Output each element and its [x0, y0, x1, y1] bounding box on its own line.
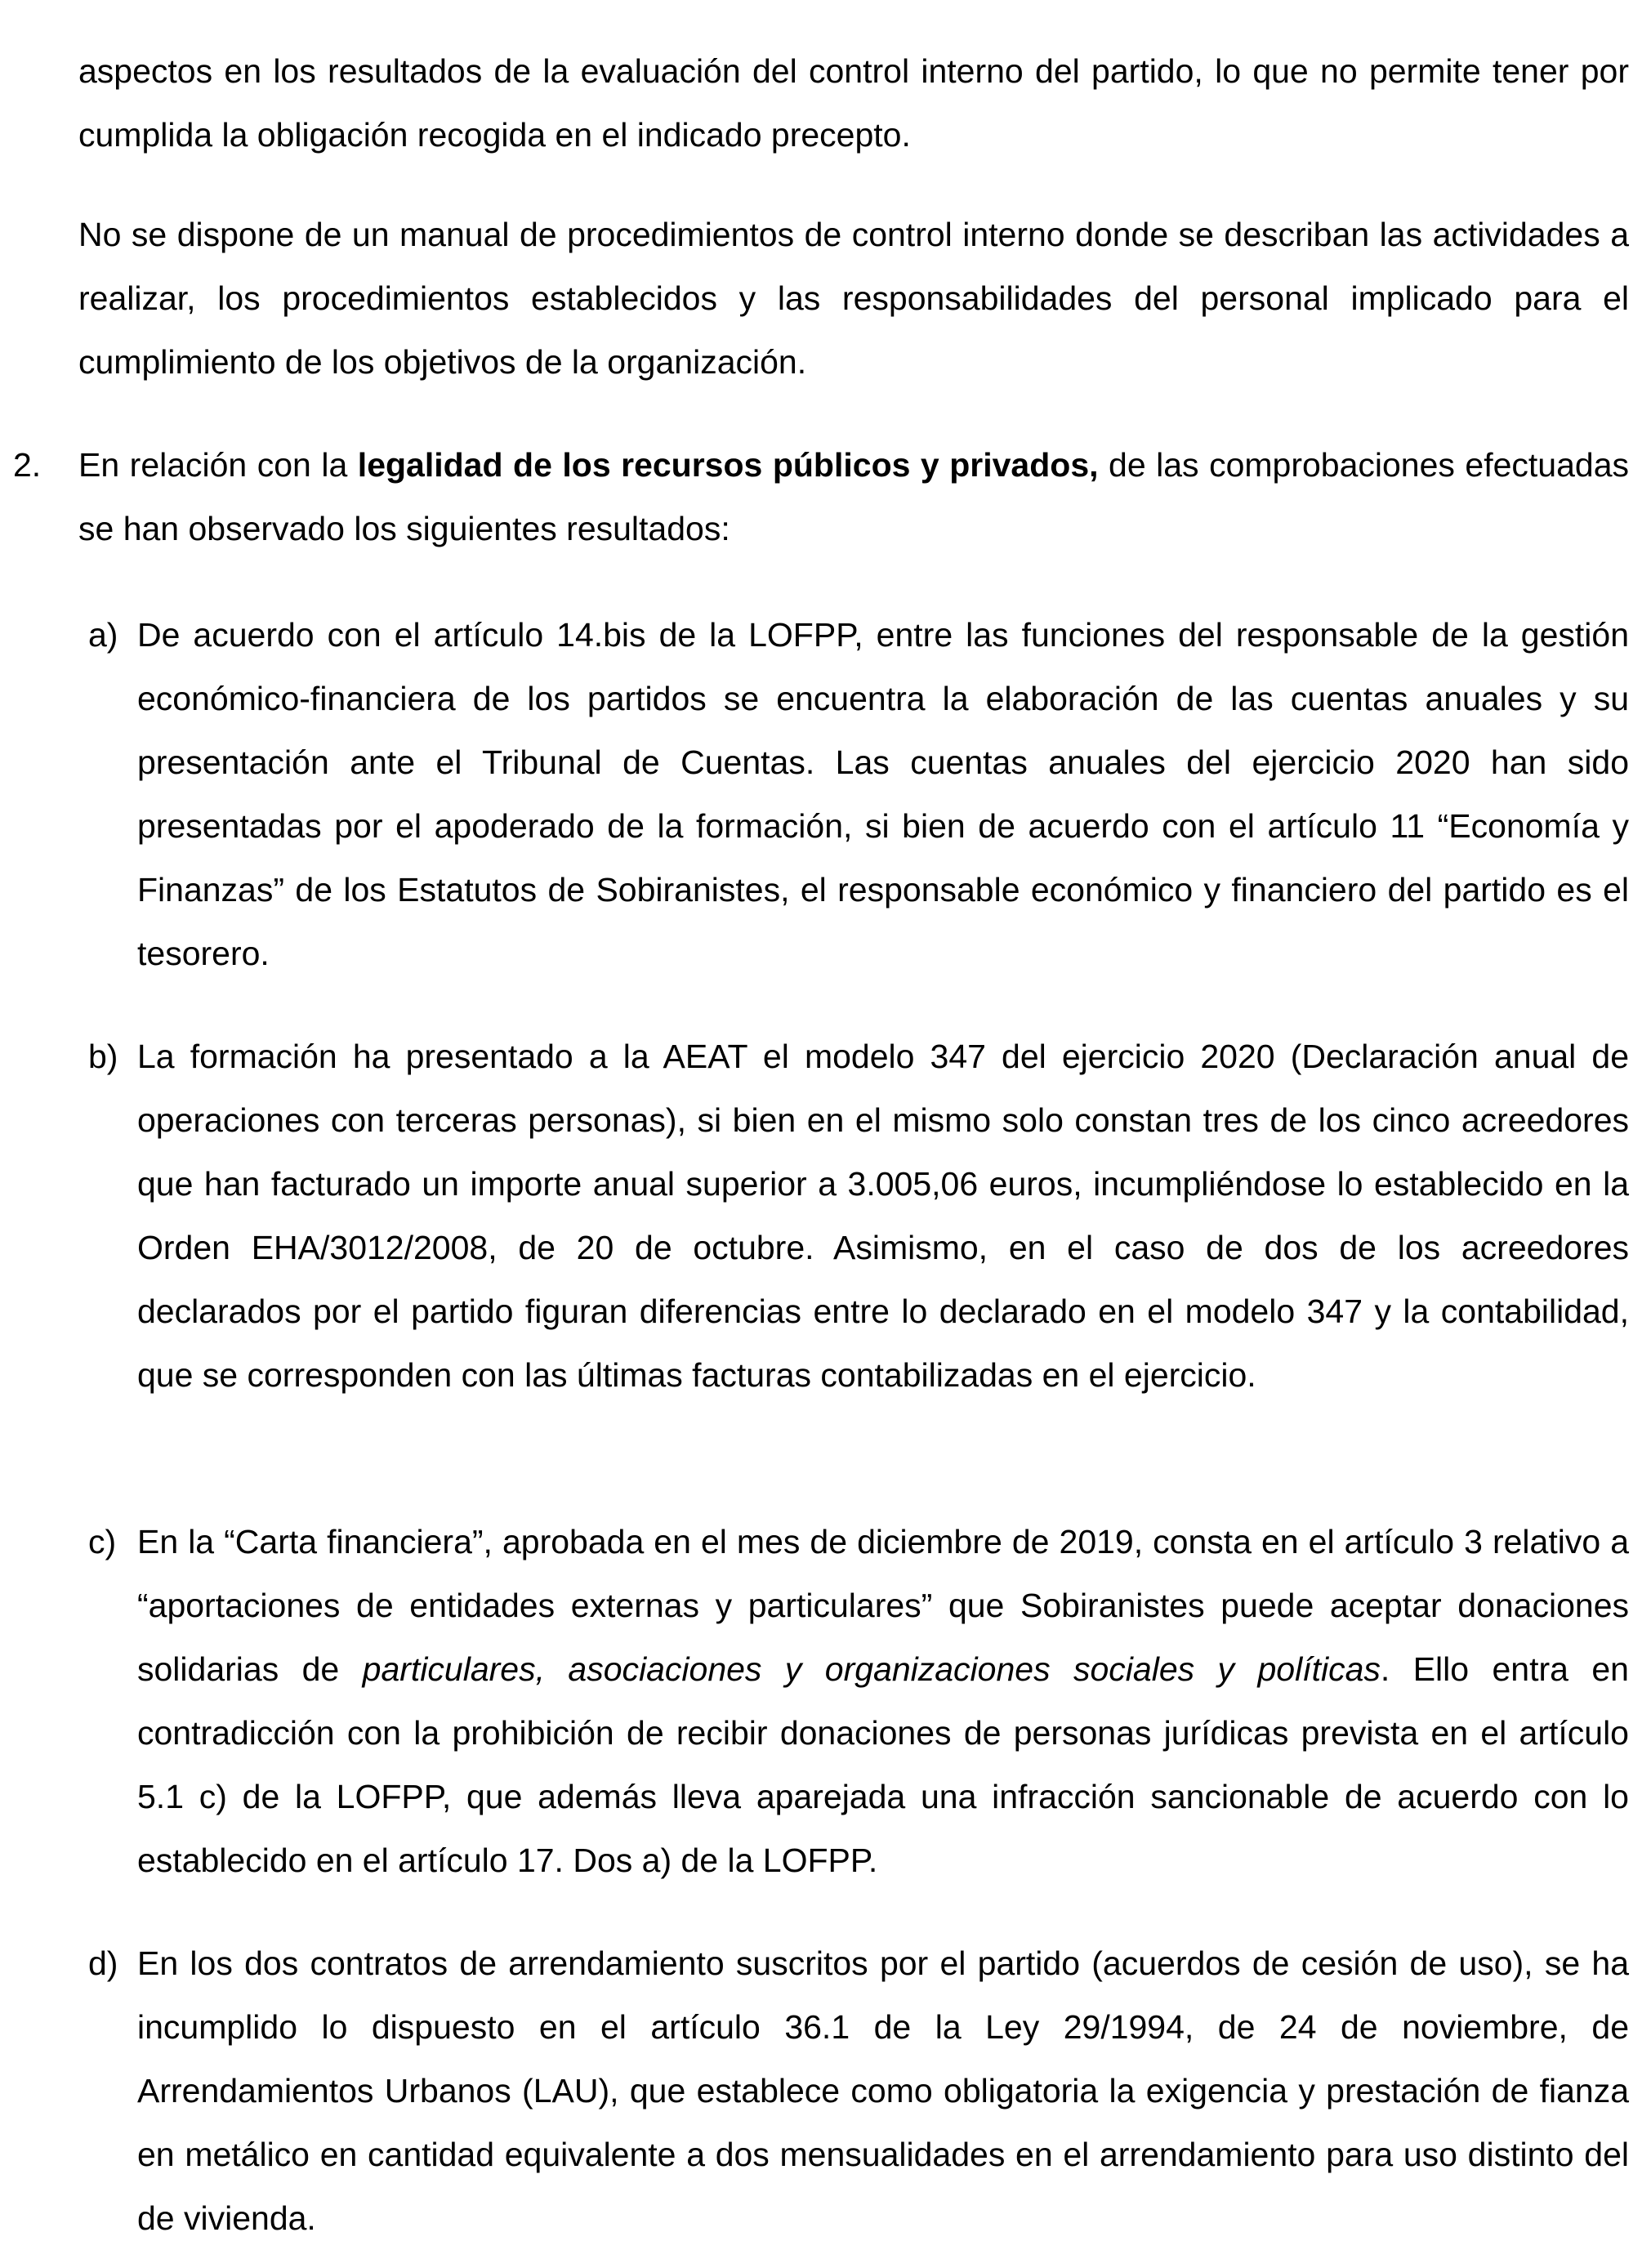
paragraph-intro-continued: aspectos en los resultados de la evaluación del control interno del partido, lo que no permite tener por cumplida la obligación recogida en el indicado precepto. — [78, 52, 1629, 154]
item-2-lead: En relación con la — [78, 446, 358, 484]
item-2-tail: de las comprobaciones efectuadas se han observado los siguientes resultados: — [78, 446, 1630, 547]
sub-item-c-text-before: En la “Carta financiera”, aprobada en el mes de diciembre de 2019, consta en el artículo 3 relativo a “aportaciones de entidades externas y particulares” que Sobiranistes puede aceptar donaciones solidarias de — [137, 1523, 1629, 1688]
sub-item-d-text: En los dos contratos de arrendamiento suscritos por el partido (acuerdos de cesión de uso), se ha incumplido lo dispuesto en el artículo 36.1 de la Ley 29/1994, de 24 de noviembre, de Arrendamientos Urbanos (LAU), que establece como obligatoria la exigencia y prestación de fianza en metálico en cantidad equivalente a dos mensualidades en el arrendamiento para uso distinto del de vivienda. — [137, 1944, 1629, 2237]
sub-item-d — [88, 1931, 1629, 2250]
item-2-text — [78, 433, 1629, 560]
sub-item-label: b) — [88, 1038, 118, 1075]
sub-item-label: a) — [88, 616, 118, 654]
sub-item-c — [88, 1510, 1629, 1892]
item-number: 2. — [13, 446, 42, 484]
sub-item-label: c) — [88, 1523, 117, 1560]
sub-item-a-text: De acuerdo con el artículo 14.bis de la LOFPP, entre las funciones del responsable de la gestión económico-financiera de los partidos se encuentra la elaboración de las cuentas anuales y su presentación ante el Tribunal de Cuentas. Las cuentas anuales del ejercicio 2020 han sido presentadas por el apoderado de la formación, si bien de acuerdo con el artículo 11 “Economía y Finanzas” de los Estatutos de Sobiranistes, el responsable económico y financiero del partido es el tesorero. — [137, 616, 1629, 972]
numbered-item-2 — [13, 433, 1629, 560]
item-2-bold-phrase: legalidad de los recursos públicos y privados, — [357, 446, 1099, 484]
paragraph-no-manual: No se dispone de un manual de procedimientos de control interno donde se describan las actividades a realizar, los procedimientos establecidos y las responsabilidades del personal implicado para el cumplimiento de los objetivos de la organización. — [78, 216, 1629, 381]
sub-item-c-text — [137, 1510, 1629, 1892]
sub-item-b — [88, 1025, 1629, 1407]
sub-item-c-italic: particulares, asociaciones y organizaciones sociales y políticas — [362, 1650, 1381, 1688]
sub-item-b-text: La formación ha presentado a la AEAT el modelo 347 del ejercicio 2020 (Declaración anual de operaciones con terceras personas), si bien en el mismo solo constan tres de los cinco acreedores que han facturado un importe anual superior a 3.005,06 euros, incumpliéndose lo establecido en la Orden EHA/3012/2008, de 20 de octubre. Asimismo, en el caso de dos de los acreedores declarados por el partido figuran diferencias entre lo declarado en el modelo 347 y la contabilidad, que se corresponden con las últimas facturas contabilizadas en el ejercicio. — [137, 1038, 1629, 1394]
sub-item-a — [88, 603, 1629, 985]
sub-item-c-text-after: . Ello entra en contradicción con la prohibición de recibir donaciones de personas jurídicas prevista en el artículo 5.1 c) de la LOFPP, que además lleva aparejada una infracción sancionable de acuerdo con lo establecido en el artículo 17. Dos a) de la LOFPP. — [137, 1650, 1629, 1879]
sub-item-label: d) — [88, 1944, 118, 1982]
